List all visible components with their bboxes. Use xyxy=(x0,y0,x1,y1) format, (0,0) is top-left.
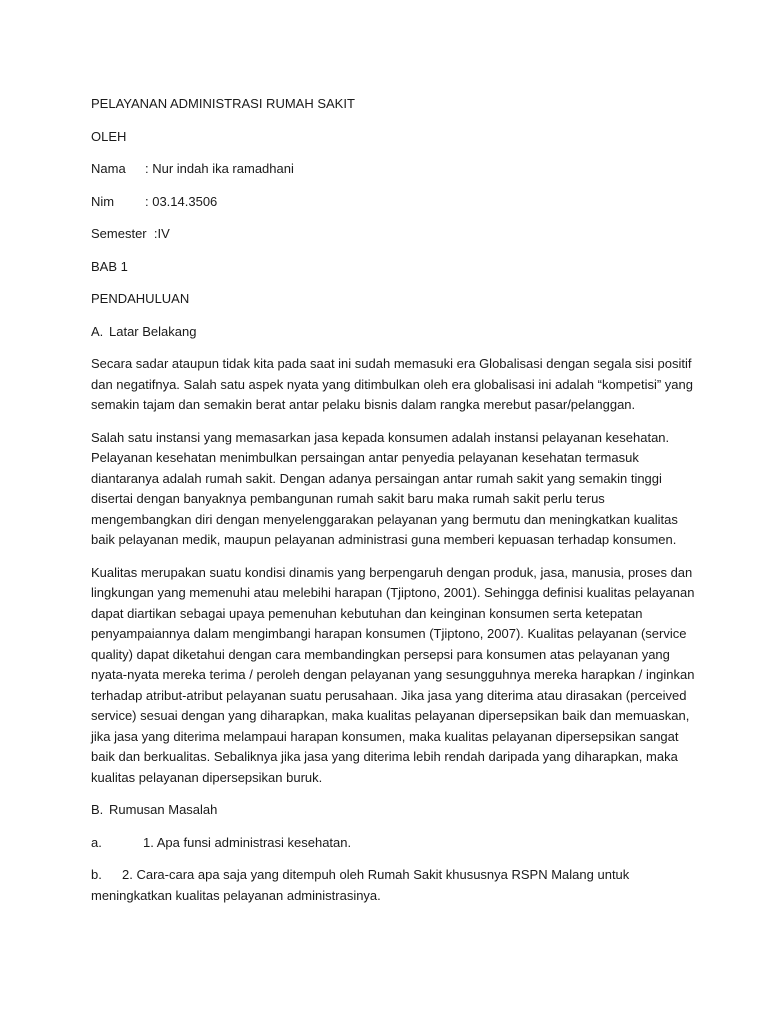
paragraph-line: dan negatifnya. Salah satu aspek nyata yang ditimbulkan oleh era globalisasi ini adalah “kompetisi” yang xyxy=(91,376,693,392)
paragraph-line: Pelayanan kesehatan menimbulkan persaingan antar penyedia pelayanan kesehatan termasuk xyxy=(91,450,639,465)
nim-row xyxy=(91,192,698,213)
section-b-title: Rumusan Masalah xyxy=(109,802,218,817)
list-item-b-line-2: meningkatkan kualitas pelayanan administrasinya. xyxy=(91,887,381,903)
paragraph-line: semakin tajam dan semakin berat antar pelaku bisnis dalam rangka merebut pasar/pelanggan. xyxy=(91,397,636,412)
paragraph-line: penyampaiannya dalam mengimbangi harapan konsumen (Tjiptono, 2007). Kualitas pelayanan (service xyxy=(91,626,687,641)
name-label: Nama xyxy=(91,161,126,176)
paragraph-line: quality) dapat diketahui dengan cara membandingkan persepsi para konsumen atas pelayanan yang xyxy=(91,646,670,662)
list-item-b-text: 2. Cara-cara apa saja yang ditempuh oleh Rumah Sakit khususnya RSPN Malang untuk xyxy=(122,867,630,882)
paragraph-line: Salah satu instansi yang memasarkan jasa kepada konsumen adalah instansi pelayanan kesehatan. xyxy=(91,429,670,445)
list-item-a xyxy=(91,833,698,854)
paragraph-line: baik pelayanan medik, maupun pelayanan administrasi guna memberi kepuasan terhadap konsumen. xyxy=(91,532,677,547)
paragraph-1 xyxy=(91,354,698,416)
paragraph-line: nyata-nyata mereka terima / peroleh dengan pelayanan yang sesungguhnya mereka harapkan / inginkan xyxy=(91,667,695,682)
list-item-b-line-1 xyxy=(91,865,698,886)
paragraph-line: Secara sadar ataupun tidak kita pada saat ini sudah memasuki era Globalisasi dengan segala sisi positif xyxy=(91,356,692,371)
paragraph-line: dapat diartikan sebagai upaya pemenuhan kebutuhan dan keinginan konsumen serta ketepatan xyxy=(91,605,643,621)
section-a-heading xyxy=(91,322,698,343)
paragraph-line: terhadap atribut-atribut pelayanan suatu perusahaan. Jika jasa yang diterima atau dirasakan (perceived xyxy=(91,687,687,703)
list-item-b xyxy=(91,865,698,906)
section-b-marker: B. xyxy=(91,802,104,817)
paragraph-line: lingkungan yang memenuhi atau melebihi harapan (Tjiptono, 2001). Sehingga definisi kualitas pelayanan xyxy=(91,585,695,600)
paragraph-2 xyxy=(91,428,698,551)
nim-label: Nim xyxy=(91,193,115,209)
section-a-title: Latar Belakang xyxy=(109,323,197,339)
paragraph-3 xyxy=(91,563,698,789)
list-item-b-marker: b. xyxy=(91,867,102,882)
list-item-a-marker: a. xyxy=(91,834,102,850)
paragraph-line: service) sesuai dengan yang diharapkan, maka kualitas pelayanan dipersepsikan baik dan memuaskan, xyxy=(91,708,690,723)
list-item-a-text: 1. Apa funsi administrasi kesehatan. xyxy=(143,834,352,850)
paragraph-line: diantaranya adalah rumah sakit. Dengan adanya persaingan antar rumah sakit yang semakin tinggi xyxy=(91,470,662,486)
section-a-marker: A. xyxy=(91,323,104,339)
semester-row: Semester :IV xyxy=(91,226,170,241)
chapter-title: PENDAHULUAN xyxy=(91,291,190,306)
section-b-heading xyxy=(91,800,698,821)
chapter-number: BAB 1 xyxy=(91,258,128,274)
document-title: PELAYANAN ADMINISTRASI RUMAH SAKIT xyxy=(91,96,355,111)
paragraph-line: Kualitas merupakan suatu kondisi dinamis yang berpengaruh dengan produk, jasa, manusia, proses dan xyxy=(91,564,693,580)
nim-value: : 03.14.3506 xyxy=(145,193,218,209)
paragraph-line: jika jasa yang diterima melampaui harapan konsumen, maka kualitas pelayanan dipersepsikan sangat xyxy=(91,728,679,744)
name-row xyxy=(91,159,698,180)
paragraph-line: disertai dengan banyaknya pembangunan rumah sakit baru maka rumah sakit perlu terus xyxy=(91,491,605,506)
author-heading: OLEH xyxy=(91,128,127,144)
name-value: : Nur indah ika ramadhani xyxy=(145,161,294,176)
paragraph-line: baik dan berkualitas. Sebaliknya jika jasa yang diterima lebih rendah daripada yang diharapkan, maka xyxy=(91,749,678,764)
paragraph-line: kualitas pelayanan dipersepsikan buruk. xyxy=(91,769,323,785)
paragraph-line: mengembangkan diri dengan menyelenggarakan pelayanan yang bermutu dan meningkatkan kualitas xyxy=(91,511,678,527)
